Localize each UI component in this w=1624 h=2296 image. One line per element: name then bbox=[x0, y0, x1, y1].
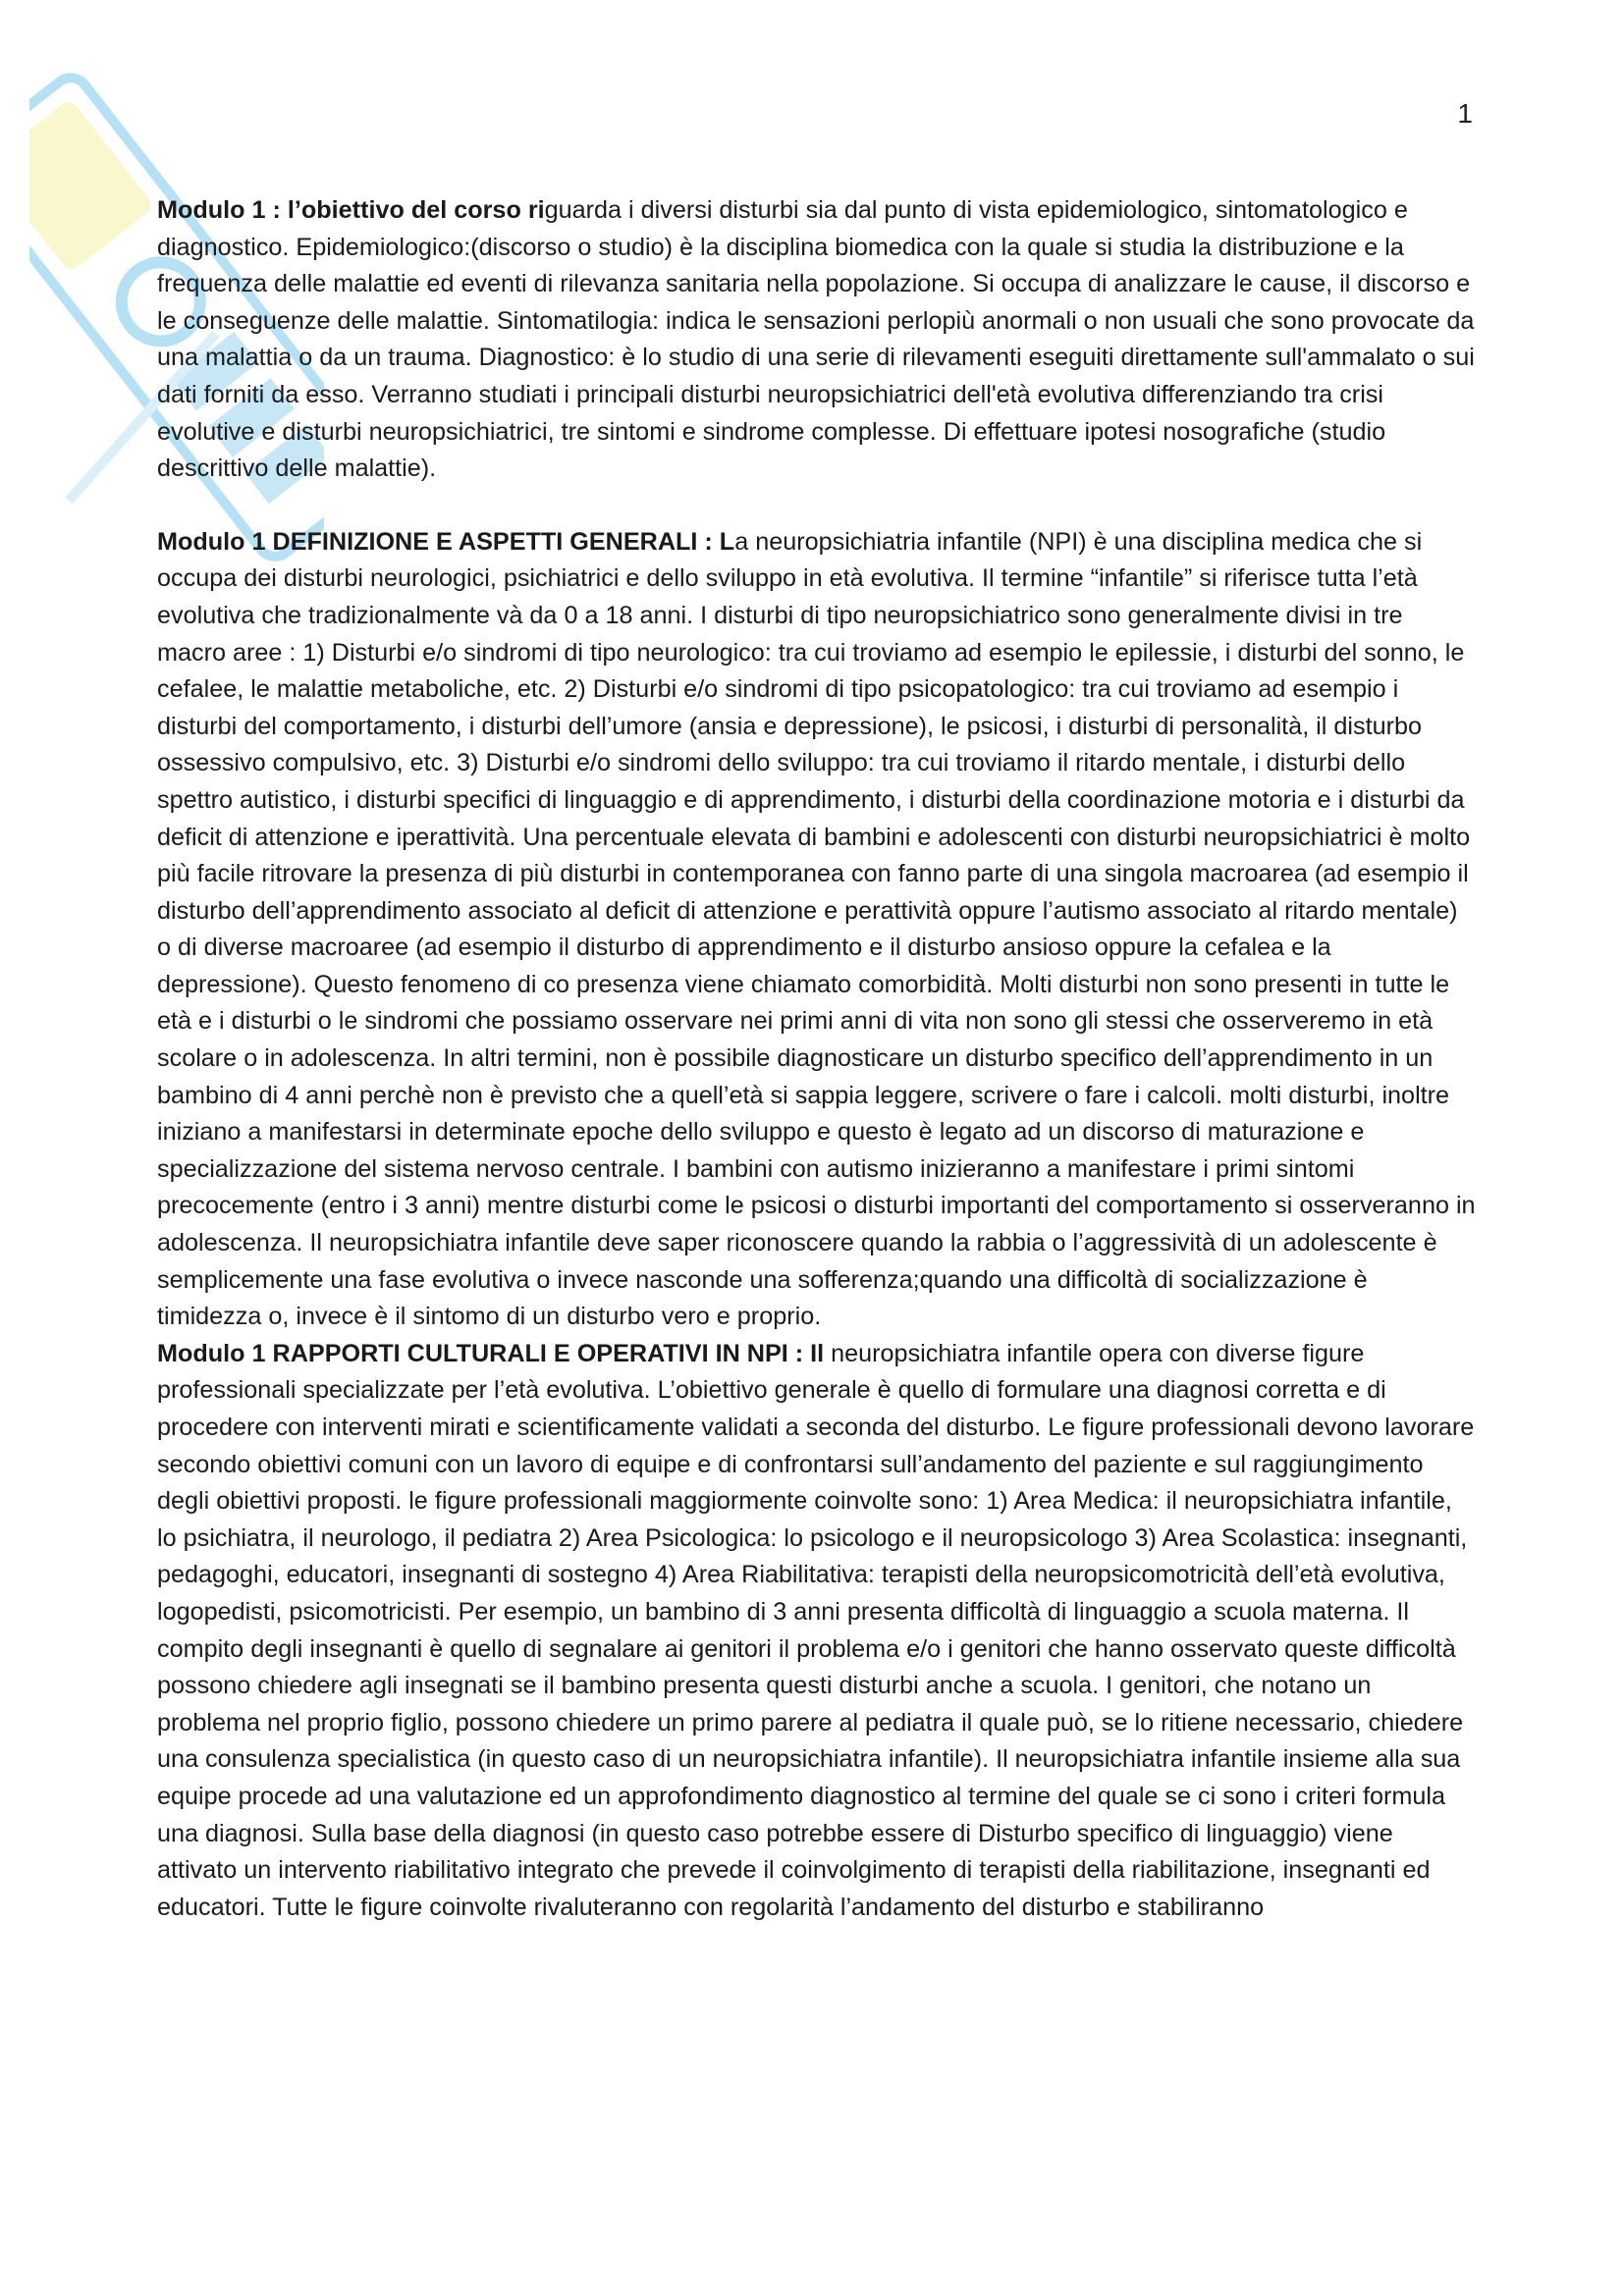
paragraph-heading: Modulo 1 : l’obiettivo del corso ri bbox=[157, 196, 545, 224]
paragraph-text: neuropsichiatra infantile opera con diverse figure professionali specializzate per l’età evolutiva. L’obiettivo generale è quello di formulare una diagnosi corretta e di procedere con interventi mirati e scientificamente validati a seconda del disturbo. Le figure professionali devono lavorare secondo obiettivi comuni con un lavoro di equipe e di confrontarsi sull’andamento del paziente e sul raggiungimento degli obiettivi proposti. le figure professionali maggiormente coinvolte sono: 1) Area Medica: il neuropsichiatra infantile, lo psichiatra, il neurologo, il pediatra 2) Area Psicologica: lo psicologo e il neuropsicologo 3) Area Scolastica: insegnanti, pedagoghi, educatori, insegnanti di sostegno 4) Area Riabilitativa: terapisti della neuropsicomotricità dell’età evolutiva, logopedisti, psicomotricisti. Per esempio, un bambino di 3 anni presenta difficoltà di linguaggio a scuola materna. Il compito degli insegnanti è quello di segnalare ai genitori il problema e/o i genitori che hanno osservato queste difficoltà possono chiedere agli insegnati se il bambino presenta questi disturbi anche a scuola. I genitori, che notano un problema nel proprio figlio, possono chiedere un primo parere al pediatra il quale può, se lo ritiene necessario, chiedere una consulenza specialistica (in questo caso di un neuropsichiatra infantile). Il neuropsichiatra infantile insieme alla sua equipe procede ad una valutazione ed un approfondimento diagnostico al termine del quale se ci sono i criteri formula una diagnosi. Sulla base della diagnosi (in questo caso potrebbe essere di Disturbo specifico di linguaggio) viene attivato un intervento riabilitativo integrato che prevede il coinvolgimento di terapisti della riabilitazione, insegnanti ed educatori. Tutte le figure coinvolte rivaluteranno con regolarità l’andamento del disturbo e stabiliranno bbox=[157, 1339, 1475, 1921]
paragraph-text: guarda i diversi disturbi sia dal punto di vista epidemiologico, sintomatologico e diagnostico. Epidemiologico:(discorso o studio) è la disciplina biomedica con la quale si studia la distribuzione e la frequenza delle malattie ed eventi di rilevanza sanitaria nella popolazione. Si occupa di analizzare le cause, il discorso e le conseguenze delle malattie. Sintomatilogia: indica le sensazioni perlopiù anormali o non usuali che sono provocate da una malattia o da un trauma. Diagnostico: è lo studio di una serie di rilevamenti eseguiti direttamente sull'ammalato o sui dati forniti da esso. Verranno studiati i principali disturbi neuropsichiatrici dell'età evolutiva differenziando tra crisi evolutive e disturbi neuropsichiatrici, tre sintomi e sindrome complesse. Di effettuare ipotesi nosografiche (studio descrittivo delle malattie). bbox=[157, 196, 1475, 483]
paragraph-heading: Modulo 1 DEFINIZIONE E ASPETTI GENERALI : L bbox=[157, 527, 735, 556]
page-number: 1 bbox=[1457, 98, 1473, 129]
paragraph-rapporti bbox=[157, 1336, 1478, 1927]
paragraph-text: a neuropsichiatria infantile (NPI) è una disciplina medica che si occupa dei disturbi neurologici, psichiatrici e dello sviluppo in età evolutiva. Il termine “infantile” si riferisce tutta l’età evolutiva che tradizionalmente và da 0 a 18 anni. I disturbi di tipo neuropsichiatrico sono generalmente divisi in tre macro aree : 1) Disturbi e/o sindromi di tipo neurologico: tra cui troviamo ad esempio le epilessie, i disturbi del sonno, le cefalee, le malattie metaboliche, etc. 2) Disturbi e/o sindromi di tipo psicopatologico: tra cui troviamo ad esempio i disturbi del comportamento, i disturbi dell’umore (ansia e depressione), le psicosi, i disturbi di personalità, il disturbo ossessivo compulsivo, etc. 3) Disturbi e/o sindromi dello sviluppo: tra cui troviamo il ritardo mentale, i disturbi dello spettro autistico, i disturbi specifici di linguaggio e di apprendimento, i disturbi della coordinazione motoria e i disturbi da deficit di attenzione e iperattività. Una percentuale elevata di bambini e adolescenti con disturbi neuropsichiatrici è molto più facile ritrovare la presenza di più disturbi in contemporanea con fanno parte di una singola macroarea (ad esempio il disturbo dell’apprendimento associato al deficit di attenzione e perattività oppure l’autismo associato al ritardo mentale) o di diverse macroaree (ad esempio il disturbo di apprendimento e il disturbo ansioso oppure la cefalea e la depressione). Questo fenomeno di co presenza viene chiamato comorbidità. Molti disturbi non sono presenti in tutte le età e i disturbi o le sindromi che possiamo osservare nei primi anni di vita non sono gli stessi che osserveremo in età scolare o in adolescenza. In altri termini, non è possibile diagnosticare un disturbo specifico dell’apprendimento in un bambino di 4 anni perchè non è previsto che a quell’età si sappia leggere, scrivere o fare i calcoli. molti disturbi, inoltre iniziano a manifestarsi in determinate epoche dello sviluppo e questo è legato ad un discorso di maturazione e specializzazione del sistema nervoso centrale. I bambini con autismo inizieranno a manifestare i primi sintomi precocemente (entro i 3 anni) mentre disturbi come le psicosi o disturbi importanti del comportamento si osserveranno in adolescenza. Il neuropsichiatra infantile deve saper riconoscere quando la rabbia o l’aggressività di un adolescente è semplicemente una fase evolutiva o invece nasconde una sofferenza;quando una difficoltà di socializzazione è timidezza o, invece è il sintomo di un disturbo vero e proprio. bbox=[157, 527, 1476, 1331]
paragraph-obiettivo bbox=[157, 192, 1478, 488]
paragraph-heading: Modulo 1 RAPPORTI CULTURALI E OPERATIVI IN NPI : Il bbox=[157, 1339, 825, 1367]
document-body bbox=[157, 192, 1478, 1926]
paragraph-definizione bbox=[157, 524, 1478, 1336]
